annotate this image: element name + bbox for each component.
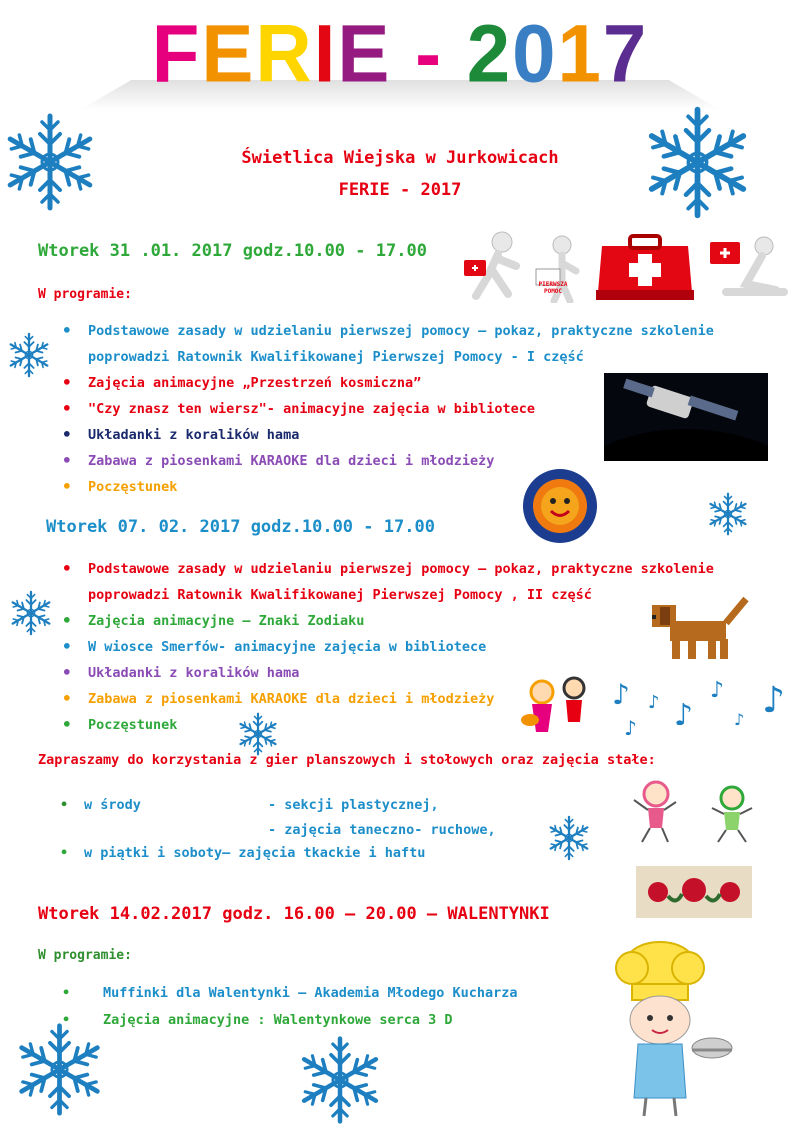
title-letter: -	[415, 6, 444, 100]
list-item: • Podstawowe zasady w udzielaniu pierwszej pomocy – pokaz, praktyczne szkolenie poprowadzi Ratownik Kwalifikowanej Pierwszej Pomocy - I część	[62, 321, 714, 365]
kids-karaoke-image	[518, 676, 594, 740]
title-letter: 2	[466, 6, 513, 100]
first-aid-rescue-image	[706, 232, 790, 304]
day3-item-2: Zajęcia animacyjne : Walentynkowe serca 3 D	[103, 1012, 453, 1028]
list-item: • "Czy znasz ten wiersz"- animacyjne zajęcia w bibliotece	[62, 399, 536, 418]
invite-weekend: w piątki i soboty– zajęcia tkackie i haftu	[84, 845, 426, 861]
list-item: • Układanki z koralików hama	[62, 663, 300, 682]
snowflake-icon	[12, 1022, 107, 1117]
title-letter: F	[151, 6, 202, 100]
invite-wednesday-label: w środy	[84, 797, 141, 813]
list-item: • Poczęstunek	[62, 477, 178, 496]
title-letter: 7	[602, 6, 649, 100]
music-note-icon: ♪	[762, 680, 785, 721]
hama-sun-image	[522, 468, 598, 544]
title-letter: E	[337, 6, 392, 100]
music-note-icon: ♪	[734, 710, 745, 729]
day3-program-label: W programie:	[38, 948, 132, 963]
invite-wednesday-value-2: - zajęcia taneczno- ruchowe,	[268, 822, 496, 838]
title-letter: 1	[557, 6, 603, 100]
list-item: • Zajęcia animacyjne „Przestrzeń kosmiczna”	[62, 373, 422, 392]
title-letter	[391, 8, 415, 98]
music-note-icon: ♪	[612, 678, 630, 711]
venue-title: Świetlica Wiejska w Jurkowicach	[241, 148, 559, 168]
list-item: • Zajęcia animacyjne – Znaki Zodiaku	[62, 611, 365, 630]
invite-text: Zapraszamy do korzystania z gier planszowych i stołowych oraz zajęcia stałe:	[38, 752, 656, 768]
day1-title: Wtorek 31 .01. 2017 godz.10.00 - 17.00	[38, 241, 427, 261]
title-letter: E	[201, 6, 256, 100]
bullet-icon: •	[62, 1012, 71, 1028]
first-aid-runner-image	[458, 230, 528, 302]
list-item: • Podstawowe zasady w udzielaniu pierwszej pomocy – pokaz, praktyczne szkolenie poprowadzi Ratownik Kwalifikowanej Pierwszej Pomocy , II część	[62, 559, 714, 603]
space-station-image	[604, 373, 768, 461]
list-item: • Poczęstunek	[62, 715, 178, 734]
day3-title: Wtorek 14.02.2017 godz. 16.00 – 20.00 – WALENTYNKI	[38, 904, 550, 924]
list-item: • W wiosce Smerfów- animacyjne zajęcia w bibliotece	[62, 637, 487, 656]
music-notes-decoration	[612, 678, 800, 748]
music-note-icon: ♪	[674, 698, 694, 733]
page-title	[0, 6, 800, 100]
music-note-icon: ♪	[710, 678, 725, 703]
snowflake-icon	[546, 815, 592, 861]
bullet-icon: •	[62, 985, 71, 1001]
chef-girl-image	[588, 938, 738, 1118]
dancing-kids-image	[628, 778, 760, 844]
bullet-icon: •	[60, 797, 69, 813]
embroidery-image	[636, 866, 752, 918]
first-aid-kit-image	[592, 232, 698, 304]
list-item: • Zabawa z piosenkami KARAOKE dla dzieci i młodzieży	[62, 689, 495, 708]
day3-item-1: Muffinki dla Walentynki – Akademia Młodego Kucharza	[103, 985, 518, 1001]
title-letter: 0	[512, 6, 558, 100]
day2-title: Wtorek 07. 02. 2017 godz.10.00 - 17.00	[46, 517, 435, 537]
title-banner	[0, 6, 800, 100]
list-item: • Zabawa z piosenkami KARAOKE dla dzieci i młodzieży	[62, 451, 495, 470]
music-note-icon: ♪	[648, 692, 660, 713]
bullet-icon: •	[60, 845, 69, 861]
title-letter: I	[313, 6, 338, 100]
day1-program-label: W programie:	[38, 287, 132, 302]
music-note-icon: ♪	[624, 716, 637, 740]
event-subtitle: FERIE - 2017	[338, 180, 462, 200]
snowflake-icon	[295, 1035, 385, 1125]
invite-wednesday-value: - sekcji plastycznej,	[268, 797, 439, 813]
hama-dog-image	[648, 595, 752, 663]
title-letter	[443, 8, 467, 98]
title-letter: R	[255, 6, 314, 100]
first-aid-label: PIERWSZA POMOC	[538, 281, 568, 295]
list-item: • Układanki z koralików hama	[62, 425, 300, 444]
